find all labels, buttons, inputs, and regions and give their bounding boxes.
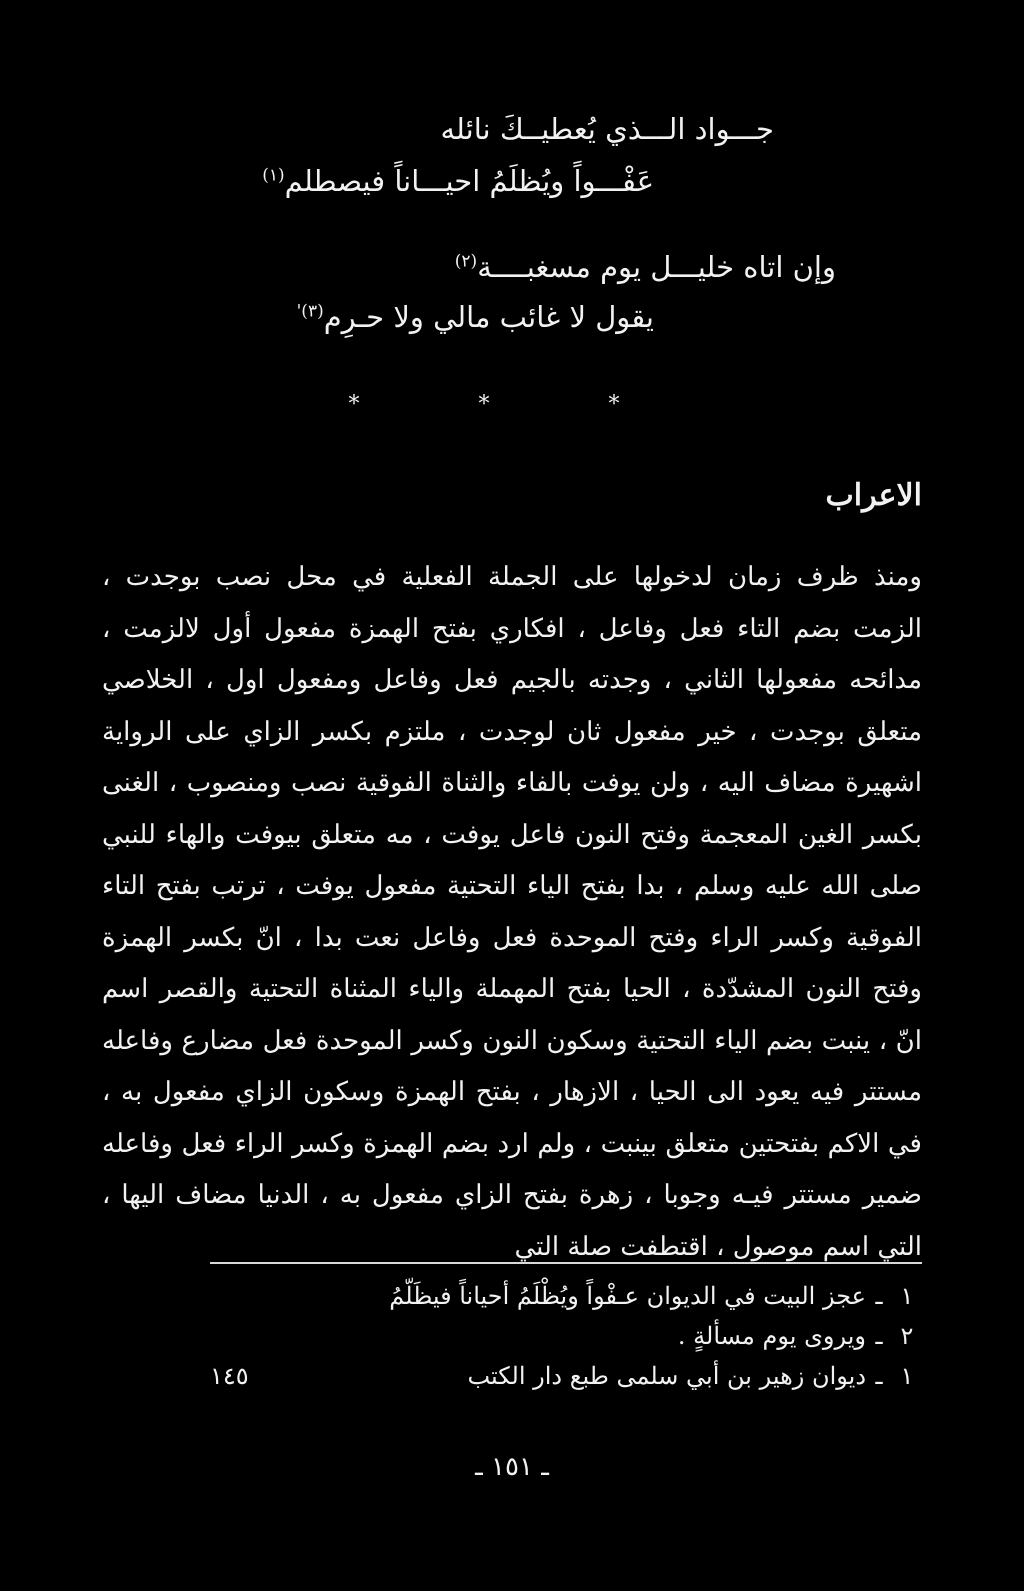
paragraph-text: ومنذ ظرف زمان لدخولها على الجملة الفعلية في محل نصب بوجدت ، الزمت بضم التاء فعل وفاعل ، افكاري بفتح الهمزة مفعول أول لالزمت ، مدائحه مفعولها الثاني ، وجدته بالجيم فعل وفاعل ومفعول اول ، الخلاصي متعلق بوجدت ، خير مفعول ثان لوجدت ، ملتزم بكسر الزاي على الرواية اشهيرة مضاف اليه ، ولن يوفت بالفاء والثناة الفوقية نصب ومنصوب ، الغنى بكسر الغين المعجمة وفتح النون فاعل يوفت ، مه متعلق بيوفت والهاء للنبي صلى الله عليه وسلم ، بدا بفتح الياء التحتية مفعول يوفت ، ترتب بفتح التاء الفوقية وكسر الراء وفتح الموحدة فعل وفاعل نعت بدا ، انّ بكسر الهمزة وفتح النون المشدّدة ، الحيا بفتح المهملة والياء المثناة التحتية والقصر اسم انّ ، ينبت بضم الياء التحتية وسكون النون وكسر الموحدة فعل مضارع وفاعله مستتر فيه يعود الى الحيا ، الازهار ، بفتح الهمزة وسكون الزاي مفعول به ، في الاكم بفتحتين متعلق بينبت ، ولم ارد بضم الهمزة وكسر الراء فعل وفاعله ضمير مستتر فيـه وجوبا ، زهرة بفتح الزاي مفعول به ، الدنيا مضاف اليها ، التي اسم موصول ، اقتطفت صلة التي xyxy=(102,562,923,1262)
footnote-item: ١ ـ عجز البيت في الديوان عـفْواً ويُظْلَمُ أحياناً فيظَلّمُ xyxy=(389,1282,914,1310)
analysis-paragraph xyxy=(102,552,922,1273)
poem-hemistich-4: يقول لا غائب مالي ولا حـرِم$^{(٣)'}$ xyxy=(296,300,654,334)
page-number: ـ ١٥١ ـ xyxy=(475,1452,549,1482)
footnote-marker-3: (٣)' xyxy=(296,301,324,322)
footnote-item: ٢ ـ ويروى يوم مسألةٍ . xyxy=(677,1322,914,1350)
footnote-marker-1: (١) xyxy=(262,165,285,186)
poem-hemistich-1: جـــواد الـــذي يُعطيــكَ نائله xyxy=(440,112,774,146)
footnotes xyxy=(210,1276,922,1396)
footnote-marker-2: (٢) xyxy=(454,251,478,272)
poem-hemistich-2: عَفْـــواً ويُظلَمُ احيـــاناً فيصطلم$^{(١)}$ xyxy=(262,164,654,198)
footnote-divider xyxy=(210,1262,922,1264)
footnote-item: ١ ـ ديوان زهير بن أبي سلمى طبع دار الكتب ١٤٥ xyxy=(210,1356,922,1396)
poem-hemistich-3: وإن اتاه خليـــل يوم مسغبــــة$^{(٢)}$ xyxy=(454,250,836,284)
section-separator: * * * xyxy=(348,392,676,417)
footnote-page-ref: ١٤٥ xyxy=(210,1362,249,1390)
section-heading: الاعراب xyxy=(825,478,922,513)
